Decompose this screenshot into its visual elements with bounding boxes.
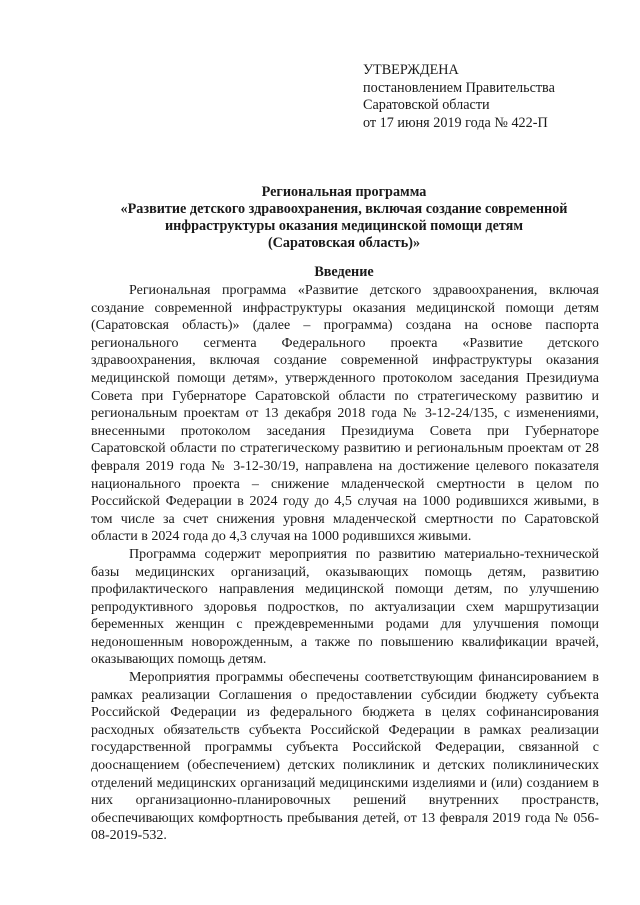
paragraph: Программа содержит мероприятия по развитию материально-технической базы медицинских организаций, оказывающих помощь детям, развитию профилактического направления медицинской помощи детям, по улучшению репродуктивного здоровья подростков, по актуализации схем маршрутизации беременных женщин с преждевременными родами для улучшения помощи недоношенным новорожденным, а также по повышению квалификации врачей, оказывающих помощь детям. [91,546,599,668]
paragraph: Мероприятия программы обеспечены соответствующим финансированием в рамках реализации Соглашения о предоставлении субсидии бюджету субъекта Российской Федерации из федерального бюджета в целях софинансирования расходных обязательств субъекта Российской Федерации в рамках реализации государственной программы субъекта Российской Федерации, связанной с дооснащением (обеспечением) детских поликлиник и детских поликлинических отделений медицинских организаций медицинскими изделиями и (или) созданием в них организационно-планировочных решений внутренних пространств, обеспечивающих комфортность пребывания детей, от 13 февраля 2019 года № 056-08-2019-532. [91,670,599,844]
title-line: инфраструктуры оказания медицинской помощи детям [164,218,524,234]
document-body [91,282,599,845]
title-line: «Развитие детского здравоохранения, включая создание современной [120,201,568,217]
document-title [90,184,598,252]
title-line: (Саратовская область)» [267,235,421,251]
title-line: Региональная программа [261,184,427,200]
paragraph: Региональная программа «Развитие детского здравоохранения, включая создание современной инфраструктуры оказания медицинской помощи детям (Саратовская область)» (далее – программа) создана на основе паспорта регионального сегмента Федерального проекта «Развитие детского здравоохранения, включая создание современной инфраструктуры оказания медицинской помощи детям», утвержденного протоколом заседания Президиума Совета при Губернаторе Саратовской области по стратегическому развитию и региональным проектам от 13 декабря 2018 года № 3-12-24/135, с изменениями, внесенными протоколом заседания Президиума Совета при Губернаторе Саратовской области по стратегическому развитию и региональным проектам от 28 февраля 2019 года № 3-12-30/19, направлена на достижение целевого показателя национального проекта – снижение младенческой смертности в целом по Российской Федерации в 2024 году до 4,5 случая на 1000 родившихся живыми, в том числе за счет снижения уровня младенческой смертности по Саратовской области в 2024 года до 4,3 случая на 1000 родившихся живыми. [91,283,599,545]
approval-line: Саратовской области [363,97,490,113]
approval-line: постановлением Правительства [363,79,555,96]
approval-date-number: от 17 июня 2019 года № 422-П [363,114,548,131]
approval-status: УТВЕРЖДЕНА [363,62,459,78]
section-heading: Введение [314,264,374,280]
approval-stamp [363,62,555,132]
